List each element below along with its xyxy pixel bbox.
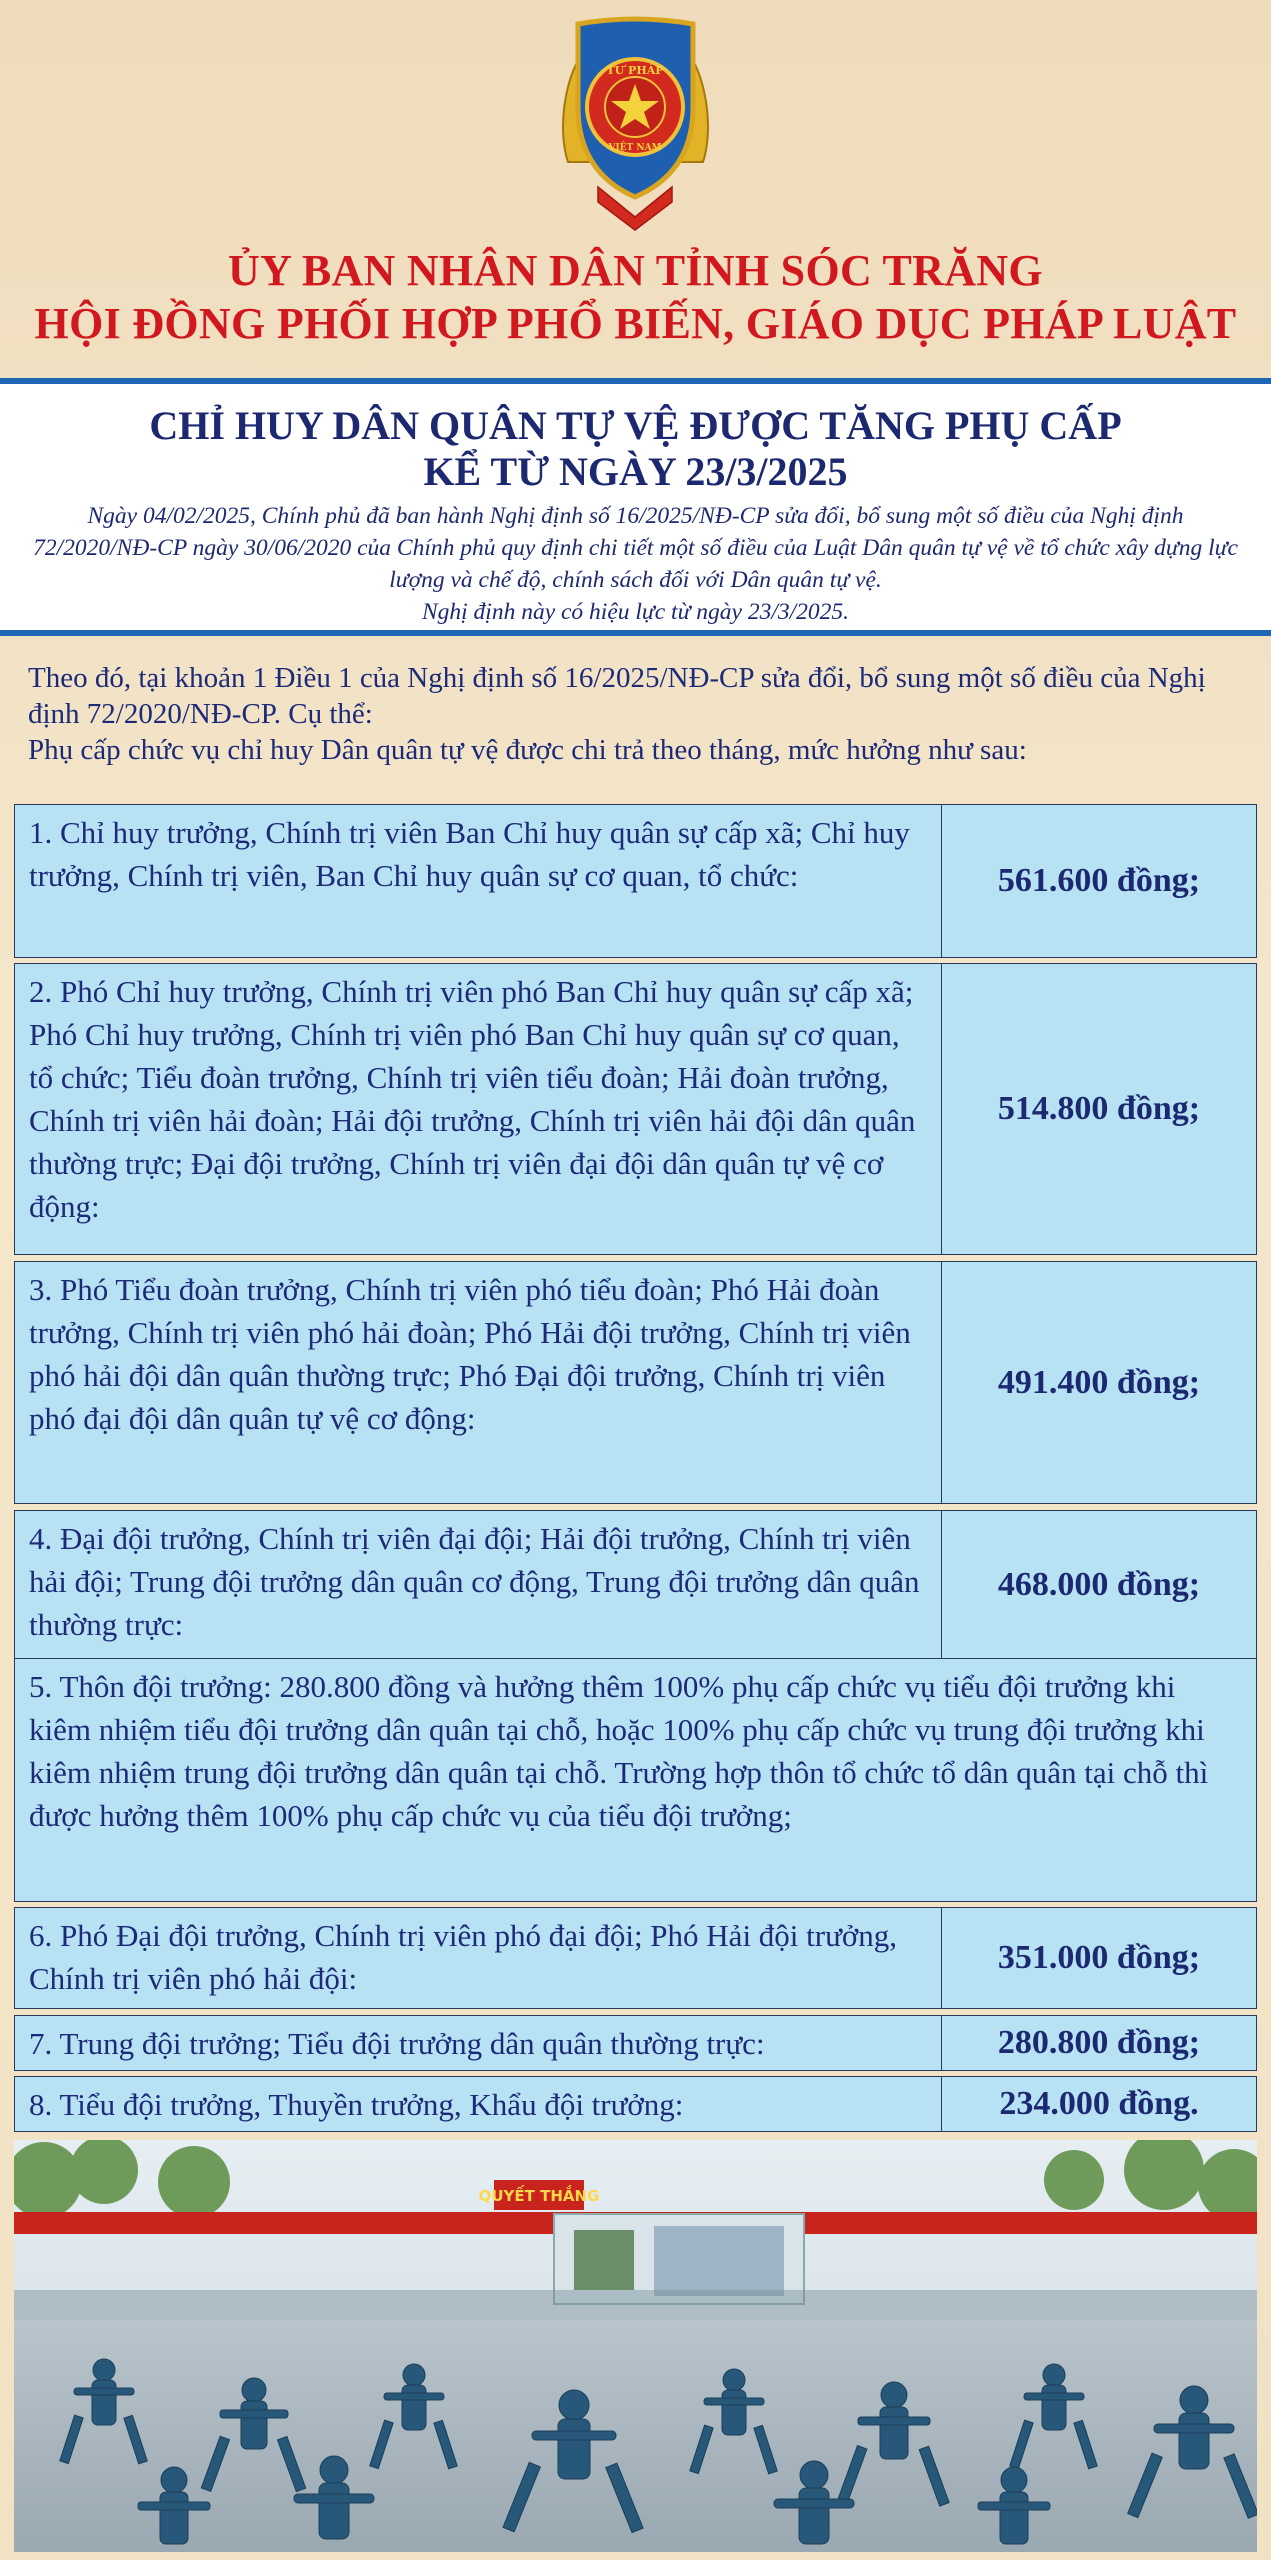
intro-text: Ngày 04/02/2025, Chính phủ đã ban hành Nghị định số 16/2025/NĐ-CP sửa đổi, bổ sung một số điều của Nghị định 72/2020/NĐ-CP ngày 30/06/2020 của Chính phủ quy định chi tiết một số điều của Luật Dân quân tự vệ về tổ chức xây dựng lực lượng và chế độ, chính sách đối với Dân quân tự vệ. (33, 503, 1238, 593)
intro-paragraph (30, 500, 1241, 628)
allowance-row (14, 1261, 1257, 1504)
allowance-row (14, 2076, 1257, 2132)
org-line-1: ỦY BAN NHÂN DÂN TỈNH SÓC TRĂNG (228, 246, 1043, 295)
title-band (0, 378, 1271, 636)
row-description: 6. Phó Đại đội trưởng, Chính trị viên phó đại đội; Phó Hải đội trưởng, Chính trị viên phó hải đội: (15, 1908, 942, 2008)
row-description: 3. Phó Tiểu đoàn trưởng, Chính trị viên phó tiểu đoàn; Phó Hải đoàn trưởng, Chính trị viên phó hải đoàn; Phó Hải đội trưởng, Chính trị viên phó hải đội dân quân thường trực; Phó Đại đội trưởng, Chính trị viên phó đại đội dân quân tự vệ cơ động: (15, 1262, 942, 1503)
row-amount: 234.000 đồng. (999, 2085, 1199, 2122)
row-description: 5. Thôn đội trưởng: 280.800 đồng và hưởng thêm 100% phụ cấp chức vụ tiểu đội trưởng khi kiêm nhiệm tiểu đội trưởng dân quân tại chỗ, hoặc 100% phụ cấp chức vụ trung đội trưởng khi kiêm nhiệm trung đội trưởng dân quân tại chỗ. Trường hợp thôn tổ chức tổ dân quân tại chỗ thì được hưởng thêm 100% phụ cấp chức vụ của tiểu đội trưởng; (29, 1669, 1209, 1833)
militia-training-illustration (14, 2140, 1257, 2552)
photo-banner-text: QUYẾT THẮNG (478, 2187, 600, 2205)
emblem-top-text: TƯ PHÁP (606, 64, 664, 77)
allowance-row-full (14, 1658, 1257, 1902)
row-description: 2. Phó Chỉ huy trưởng, Chính trị viên phó Ban Chỉ huy quân sự cấp xã; Phó Chỉ huy trưởng, Chính trị viên phó Ban Chỉ huy quân sự cơ quan, tổ chức; Tiểu đoàn trưởng, Chính trị viên tiểu đoàn; Hải đoàn trưởng, Chính trị viên hải đoàn; Hải đội trưởng, Chính trị viên hải đội dân quân thường trực; Đại đội trưởng, Chính trị viên đại đội dân quân tự vệ cơ động: (15, 964, 942, 1254)
lead-text (28, 660, 1248, 768)
lead-paragraph-1: Theo đó, tại khoản 1 Điều 1 của Nghị định số 16/2025/NĐ-CP sửa đổi, bổ sung một số điều của Nghị định 72/2020/NĐ-CP. Cụ thể: (28, 662, 1206, 730)
title-line-2: KỂ TỪ NGÀY 23/3/2025 (423, 449, 848, 494)
row-description: 8. Tiểu đội trưởng, Thuyền trưởng, Khẩu đội trưởng: (15, 2077, 942, 2131)
title-line-1: CHỈ HUY DÂN QUÂN TỰ VỆ ĐƯỢC TĂNG PHỤ CẤP (149, 403, 1122, 448)
lead-paragraph-2: Phụ cấp chức vụ chỉ huy Dân quân tự vệ được chi trả theo tháng, mức hưởng như sau: (28, 734, 1027, 766)
allowance-row (14, 1510, 1257, 1660)
row-amount: 280.800 đồng; (997, 2024, 1201, 2061)
allowance-row (14, 963, 1257, 1255)
row-amount: 468.000 đồng; (997, 1566, 1201, 1603)
allowance-row (14, 2015, 1257, 2071)
justice-emblem-logo (548, 12, 723, 232)
allowance-row (14, 1907, 1257, 2009)
militia-training-photo (14, 2140, 1257, 2552)
org-line-2: HỘI ĐỒNG PHỐI HỢP PHỔ BIẾN, GIÁO DỤC PHÁP LUẬT (34, 299, 1237, 348)
row-amount: 561.600 đồng; (997, 862, 1201, 899)
effective-date-text: Nghị định này có hiệu lực từ ngày 23/3/2025. (421, 599, 850, 625)
emblem-bottom-text: VIỆT NAM (608, 143, 662, 153)
row-description: 7. Trung đội trưởng; Tiểu đội trưởng dân quân thường trực: (15, 2016, 942, 2070)
allowance-row (14, 804, 1257, 958)
row-description: 1. Chỉ huy trưởng, Chính trị viên Ban Chỉ huy quân sự cấp xã; Chỉ huy trưởng, Chính trị viên, Ban Chỉ huy quân sự cơ quan, tổ chức: (15, 805, 942, 957)
row-amount: 491.400 đồng; (997, 1363, 1201, 1401)
row-amount: 514.800 đồng; (997, 1090, 1201, 1127)
row-description: 4. Đại đội trưởng, Chính trị viên đại đội; Hải đội trưởng, Chính trị viên hải đội; Trung đội trưởng dân quân cơ động, Trung đội trưởng dân quân thường trực: (15, 1511, 942, 1659)
row-amount: 351.000 đồng; (997, 1939, 1201, 1976)
